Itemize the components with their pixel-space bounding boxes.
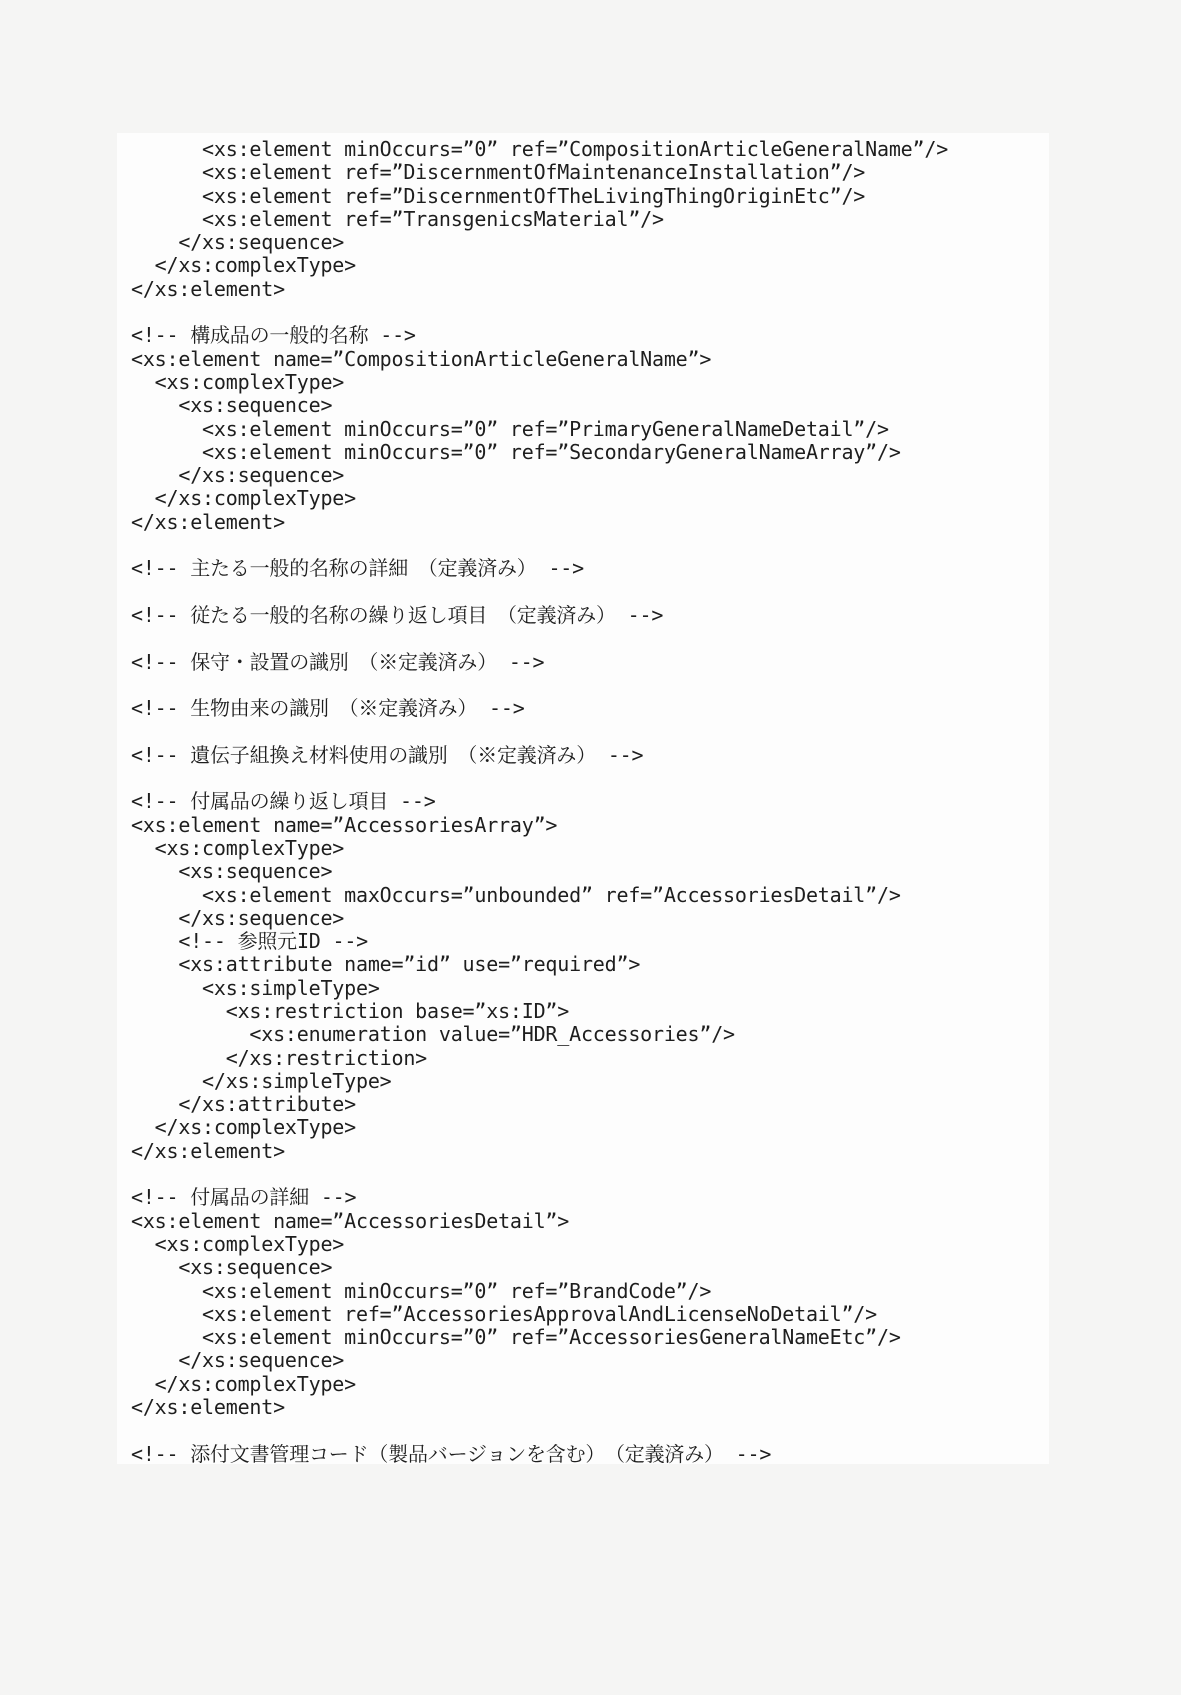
xml-code-line: <xs:complexType>	[131, 369, 345, 394]
xml-comment-line: <!-- 生物由来の識別 （※定義済み） -->	[131, 696, 525, 721]
xml-comment-line: <!-- 保守・設置の識別 （※定義済み） -->	[131, 649, 545, 674]
xml-code-line: <xs:attribute name=”id” use=”required”>	[131, 952, 641, 977]
xml-code-line	[131, 627, 948, 650]
xml-comment-line: <!-- 付属品の詳細 -->	[131, 1185, 357, 1210]
xml-comment-line: <!-- 遺伝子組換え材料使用の識別 （※定義済み） -->	[131, 742, 644, 767]
xml-comment-line: <!-- 主たる一般的名称の詳細 （定義済み） -->	[131, 556, 584, 581]
xml-code-line: <xs:complexType>	[131, 1231, 345, 1256]
xml-code-line: <xs:sequence>	[131, 859, 333, 884]
xml-code-line	[131, 1419, 948, 1442]
xml-comment-line: <!-- 参照元ID -->	[131, 929, 369, 954]
xml-code-line: </xs:complexType>	[131, 1115, 356, 1140]
xml-code-line: </xs:element>	[131, 1138, 285, 1163]
xml-code-line	[131, 581, 948, 604]
xml-code-line: <xs:complexType>	[131, 835, 345, 860]
xsd-code-listing	[131, 138, 948, 1466]
xml-code-line: <xs:enumeration value=”HDR_Accessories”/>	[131, 1022, 735, 1047]
xml-code-line	[131, 674, 948, 697]
xml-code-line: </xs:complexType>	[131, 486, 356, 511]
xml-code-line: <xs:element minOccurs=”0” ref=”PrimaryGeneralNameDetail”/>	[131, 416, 889, 441]
xml-code-line: <xs:simpleType>	[131, 975, 380, 1000]
xml-code-line: <xs:restriction base=”xs:ID”>	[131, 998, 570, 1023]
xml-code-line: </xs:complexType>	[131, 1371, 356, 1396]
xml-code-line: <xs:element ref=”TransgenicsMaterial”/>	[131, 206, 664, 231]
xml-code-line: <xs:element name=”AccessoriesArray”>	[131, 812, 558, 837]
xml-code-line: <xs:element minOccurs=”0” ref=”SecondaryGeneralNameArray”/>	[131, 439, 901, 464]
xml-code-line	[131, 301, 948, 324]
xml-code-line: </xs:sequence>	[131, 230, 345, 255]
xml-code-line	[131, 534, 948, 557]
xml-code-line: </xs:sequence>	[131, 463, 345, 488]
xml-code-line: <xs:element ref=”DiscernmentOfTheLivingThingOriginEtc”/>	[131, 183, 866, 208]
xml-code-line: <xs:element minOccurs=”0” ref=”CompositionArticleGeneralName”/>	[131, 137, 949, 161]
xml-comment-line: <!-- 従たる一般的名称の繰り返し項目 （定義済み） -->	[131, 602, 664, 627]
xml-code-line: </xs:element>	[131, 1395, 285, 1420]
xml-code-line: </xs:sequence>	[131, 905, 345, 930]
document-page	[117, 133, 1049, 1464]
xml-code-line: <xs:sequence>	[131, 393, 333, 418]
xml-code-line: </xs:attribute>	[131, 1092, 356, 1117]
xml-code-line: <xs:element maxOccurs=”unbounded” ref=”AccessoriesDetail”/>	[131, 882, 901, 907]
xml-code-line: <xs:element minOccurs=”0” ref=”BrandCode”/>	[131, 1278, 712, 1303]
xml-code-line: </xs:complexType>	[131, 253, 356, 278]
xml-code-line: </xs:restriction>	[131, 1045, 428, 1070]
xml-code-line: <xs:element minOccurs=”0” ref=”AccessoriesGeneralNameEtc”/>	[131, 1325, 901, 1350]
xml-code-line: <xs:sequence>	[131, 1255, 333, 1280]
xml-code-line: <xs:element name=”CompositionArticleGeneralName”>	[131, 346, 712, 371]
xml-code-line: </xs:sequence>	[131, 1348, 345, 1373]
xml-comment-line: <!-- 添付文書管理コード（製品バージョンを含む） （定義済み） -->	[131, 1441, 772, 1466]
xml-code-line	[131, 767, 948, 790]
xml-code-line: </xs:element>	[131, 509, 285, 534]
xml-comment-line: <!-- 付属品の繰り返し項目 -->	[131, 789, 436, 814]
xml-code-line	[131, 720, 948, 743]
xml-comment-line: <!-- 構成品の一般的名称 -->	[131, 323, 416, 348]
xml-code-line: <xs:element name=”AccessoriesDetail”>	[131, 1208, 570, 1233]
xml-code-line: <xs:element ref=”DiscernmentOfMaintenanceInstallation”/>	[131, 160, 866, 185]
xml-code-line	[131, 1163, 948, 1186]
xml-code-line: <xs:element ref=”AccessoriesApprovalAndLicenseNoDetail”/>	[131, 1301, 877, 1326]
xml-code-line: </xs:element>	[131, 276, 285, 301]
xml-code-line: </xs:simpleType>	[131, 1068, 392, 1093]
